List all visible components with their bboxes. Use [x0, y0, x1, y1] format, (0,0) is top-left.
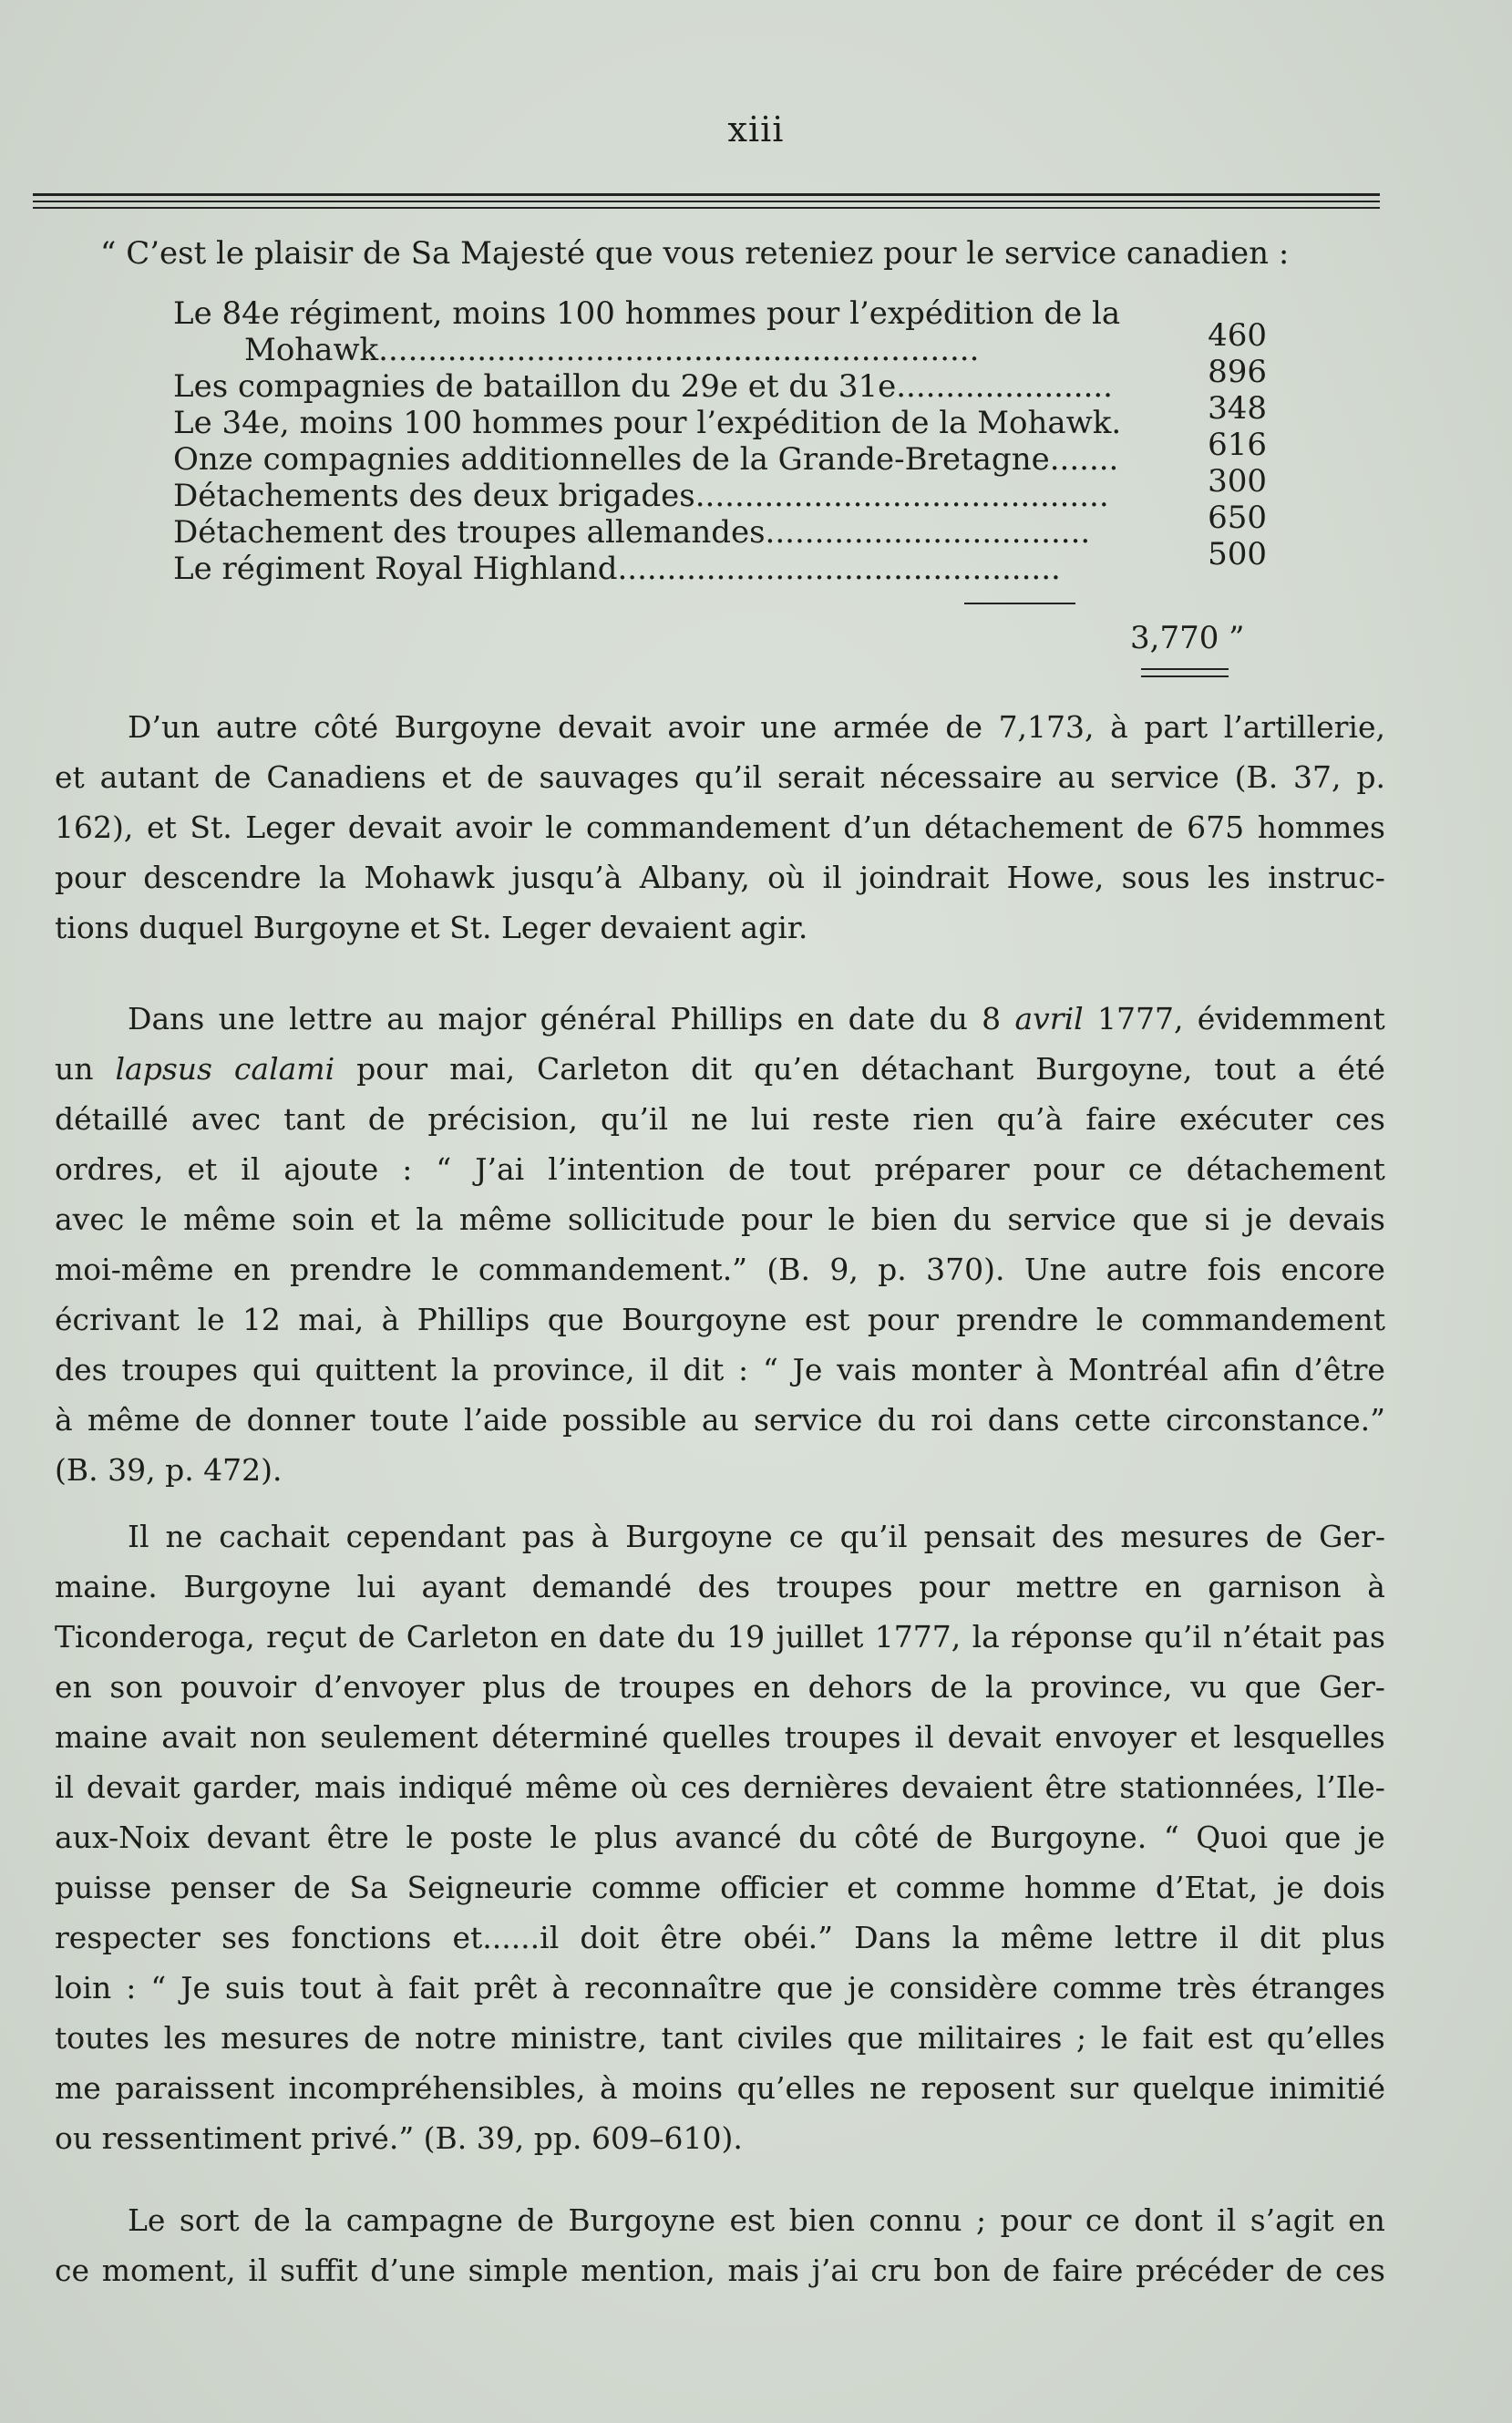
header-rule [33, 201, 1380, 202]
text-line: respecter ses fonctions et......il doit être obéi.” Dans la même lettre il dit plus [55, 1920, 1385, 1955]
text-line: écrivant le 12 mai, à Phillips que Bourgoyne est pour prendre le commandement [55, 1302, 1385, 1337]
row-value: 616 [1208, 427, 1267, 463]
table-row [173, 500, 1267, 551]
text-line: Ticonderoga, reçut de Carleton en date du 19 juillet 1777, la réponse qu’il n’était pas [55, 1619, 1385, 1655]
text-line: D’un autre côté Burgoyne devait avoir une armée de 7,173, à part l’artillerie, [128, 709, 1385, 745]
quote-intro: “ C’est le plaisir de Sa Majesté que vous reteniez pour le service canadien : [100, 235, 1290, 272]
sum-rule [964, 603, 1075, 604]
row-label: Les compagnies de bataillon du 29e et du 31e...................... [173, 368, 1113, 405]
text-line: loin : “ Je suis tout à fait prêt à reconnaître que je considère comme très étranges [55, 1970, 1385, 2005]
text-line: maine. Burgoyne lui ayant demandé des troupes pour mettre en garnison à [55, 1569, 1385, 1604]
text-line: avec le même soin et la même sollicitude pour le bien du service que si je devais [55, 1201, 1385, 1237]
text-line: pour descendre la Mohawk jusqu’à Albany, où il joindrait Howe, sous les instruc- [55, 860, 1385, 895]
table-row [173, 354, 1267, 405]
total-double-rule [1141, 675, 1229, 677]
text-line: 162), et St. Leger devait avoir le commandement d’un détachement de 675 hommes [55, 809, 1385, 845]
table-total: 3,770 ” [1130, 620, 1245, 656]
paragraph [55, 2195, 1385, 2295]
text-line: (B. 39, p. 472). [55, 1452, 283, 1488]
text-line: à même de donner toute l’aide possible au service du roi dans cette circonstance.” [55, 1402, 1385, 1438]
text-line: détaillé avec tant de précision, qu’il ne lui reste rien qu’à faire exécuter ces [55, 1101, 1385, 1137]
row-label: Le 34e, moins 100 hommes pour l’expédition de la Mohawk. [173, 405, 1122, 441]
text-line: et autant de Canadiens et de sauvages qu’il serait nécessaire au service (B. 37, p. [55, 759, 1385, 795]
text-line: me paraissent incompréhensibles, à moins qu’elles ne reposent sur quelque inimitié [55, 2070, 1385, 2106]
row-value: 348 [1208, 390, 1267, 427]
row-value: 500 [1208, 536, 1267, 572]
row-label: Le 84e régiment, moins 100 hommes pour l’expédition de la [173, 295, 1121, 332]
row-label: Mohawk............................................................. [244, 332, 980, 368]
header-rule [33, 193, 1380, 196]
text-line: en son pouvoir d’envoyer plus de troupes en dehors de la province, vu que Ger- [55, 1669, 1385, 1705]
row-label: Détachements des deux brigades.......................................... [173, 478, 1109, 514]
table-row [173, 536, 1267, 587]
text-line: ce moment, il suffit d’une simple mention, mais j’ai cru bon de faire précéder de ces [55, 2253, 1385, 2288]
row-value: 300 [1208, 463, 1267, 500]
row-value: 896 [1208, 354, 1267, 390]
table-row [173, 427, 1267, 478]
text-line: ou ressentiment privé.” (B. 39, pp. 609–610). [55, 2120, 743, 2156]
text-line: un lapsus calami pour mai, Carleton dit qu’en détachant Burgoyne, tout a été [55, 1051, 1385, 1087]
text-line: Il ne cachait cependant pas à Burgoyne ce qu’il pensait des mesures de Ger- [128, 1519, 1385, 1554]
row-label: Onze compagnies additionnelles de la Grande-Bretagne....... [173, 441, 1119, 478]
text-line: il devait garder, mais indiqué même où ces dernières devaient être stationnées, l’Ile- [55, 1769, 1385, 1805]
text-line: des troupes qui quittent la province, il dit : “ Je vais monter à Montréal afin d’être [55, 1352, 1385, 1387]
row-value: 460 [1208, 317, 1267, 354]
row-value: 650 [1208, 500, 1267, 536]
text-line: toutes les mesures de notre ministre, tant civiles que militaires ; le fait est qu’elles [55, 2020, 1385, 2056]
row-label: Détachement des troupes allemandes................................. [173, 514, 1091, 551]
text-line: moi-même en prendre le commandement.” (B. 9, p. 370). Une autre fois encore [55, 1252, 1385, 1287]
table-row [173, 390, 1267, 441]
paragraph [55, 702, 1385, 953]
table-row [173, 317, 1267, 368]
page-number: xiii [727, 109, 785, 150]
text-line: Dans une lettre au major général Phillips en date du 8 avril 1777, évidemment [128, 1001, 1385, 1036]
paragraph [55, 994, 1385, 1495]
total-double-rule [1141, 668, 1229, 670]
text-line: maine avait non seulement déterminé quelles troupes il devait envoyer et lesquelles [55, 1719, 1385, 1755]
text-line: aux-Noix devant être le poste le plus avancé du côté de Burgoyne. “ Quoi que je [55, 1820, 1385, 1855]
text-line: ordres, et il ajoute : “ J’ai l’intention de tout préparer pour ce détachement [55, 1151, 1385, 1187]
paragraph [55, 1511, 1385, 2163]
table-row [173, 463, 1267, 514]
header-rule [33, 207, 1380, 209]
table-row [173, 295, 1267, 332]
row-label: Le régiment Royal Highland............................................. [173, 551, 1061, 587]
text-line: tions duquel Burgoyne et St. Leger devaient agir. [55, 910, 808, 945]
text-line: puisse penser de Sa Seigneurie comme officier et comme homme d’Etat, je dois [55, 1870, 1385, 1905]
text-line: Le sort de la campagne de Burgoyne est bien connu ; pour ce dont il s’agit en [128, 2202, 1385, 2238]
